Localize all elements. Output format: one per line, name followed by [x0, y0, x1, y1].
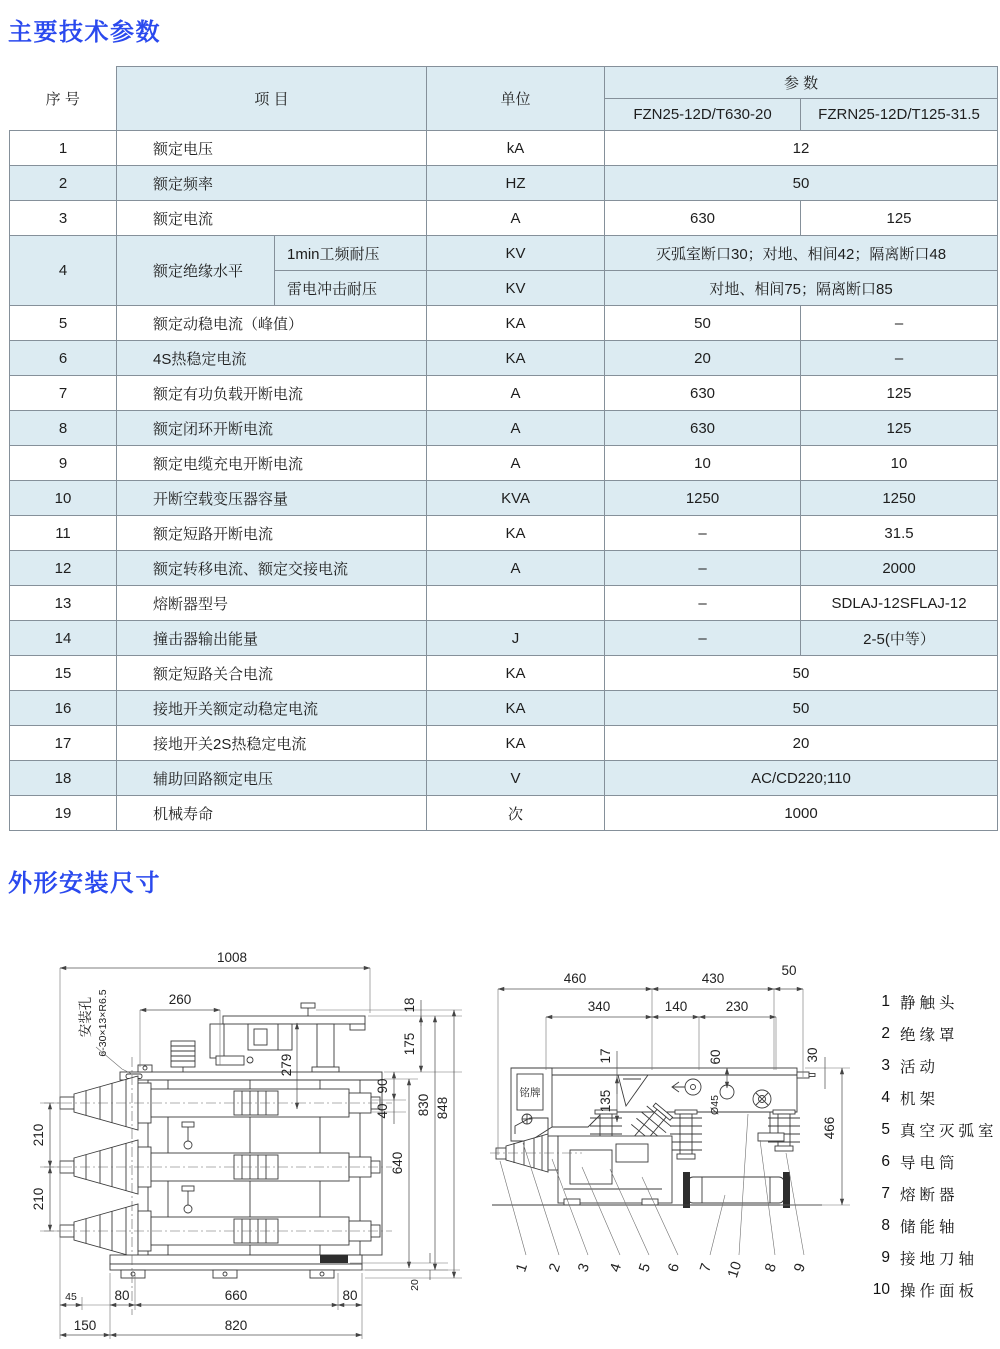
cell-no: 8	[10, 411, 117, 446]
cell-unit	[427, 586, 605, 621]
label-mount-hole: 安装孔	[78, 996, 93, 1038]
cell-value: 50	[605, 691, 998, 726]
cell-item: 额定绝缘水平	[117, 236, 275, 306]
dim-430: 430	[701, 971, 725, 986]
cell-item: 熔断器型号	[117, 586, 427, 621]
legend-label: 绝缘罩	[900, 1027, 959, 1044]
cell-value-1: –	[605, 551, 801, 586]
cell-value-2: 125	[801, 411, 998, 446]
cell-no: 6	[10, 341, 117, 376]
cell-value-1: –	[605, 586, 801, 621]
legend-number: 7	[881, 1185, 890, 1202]
legend-label: 机架	[900, 1091, 940, 1108]
cell-unit: J	[427, 621, 605, 656]
cell-value: 20	[605, 726, 998, 761]
cell-value-2: –	[801, 306, 998, 341]
cell-value-1: –	[605, 621, 801, 656]
callout-7: 7	[697, 1261, 716, 1275]
cell-no: 15	[10, 656, 117, 691]
cell-no: 10	[10, 481, 117, 516]
dim-340: 340	[587, 999, 611, 1014]
table-row	[10, 131, 998, 166]
cell-unit: KV	[427, 236, 605, 271]
dim-80b: 80	[342, 1288, 358, 1303]
callout-8: 8	[762, 1261, 781, 1275]
dim-660: 660	[224, 1288, 248, 1303]
dim-230: 230	[725, 999, 749, 1014]
cell-value: 对地、相间75；隔离断口85	[605, 271, 998, 306]
col-header-item: 项 目	[117, 67, 427, 131]
legend-label: 静触头	[900, 995, 959, 1012]
legend-item	[866, 1018, 998, 1050]
callout-6: 6	[665, 1261, 684, 1275]
front-view-drawing	[20, 905, 470, 1349]
legend-item	[866, 1242, 998, 1274]
dim-640: 640	[390, 1151, 405, 1175]
cell-value-2: 31.5	[801, 516, 998, 551]
cell-value-1: 50	[605, 306, 801, 341]
label-nameplate: 铭牌	[519, 1087, 541, 1099]
cell-value: 灭弧室断口30；对地、相间42；隔离断口48	[605, 236, 998, 271]
col-header-model2: FZRN25-12D/T125-31.5	[801, 99, 998, 131]
cell-unit: KV	[427, 271, 605, 306]
cell-no: 13	[10, 586, 117, 621]
table-row	[10, 621, 998, 656]
table-row	[10, 761, 998, 796]
cell-no: 1	[10, 131, 117, 166]
parts-legend	[866, 986, 998, 1306]
cell-value-1: 630	[605, 201, 801, 236]
legend-item	[866, 1146, 998, 1178]
dim-175: 175	[402, 1032, 417, 1056]
legend-label: 真空灭弧室	[900, 1123, 998, 1140]
dim-30: 30	[805, 1047, 820, 1063]
cell-unit: KVA	[427, 481, 605, 516]
dim-1008: 1008	[216, 950, 248, 965]
cell-unit: KA	[427, 341, 605, 376]
dim-210a: 210	[31, 1123, 46, 1147]
cell-value-2: SDLAJ-12SFLAJ-12	[801, 586, 998, 621]
cell-item: 额定转移电流、额定交接电流	[117, 551, 427, 586]
dim-210b: 210	[31, 1187, 46, 1211]
cell-value-2: 125	[801, 201, 998, 236]
table-row	[10, 796, 998, 831]
callout-5: 5	[636, 1261, 655, 1275]
cell-unit: kA	[427, 131, 605, 166]
callout-9: 9	[791, 1261, 810, 1275]
legend-number: 10	[872, 1281, 890, 1298]
cell-item: 额定闭环开断电流	[117, 411, 427, 446]
dim-17: 17	[598, 1048, 613, 1064]
cell-value: 12	[605, 131, 998, 166]
cell-no: 16	[10, 691, 117, 726]
cell-subitem: 雷电冲击耐压	[275, 271, 427, 306]
cell-no: 9	[10, 446, 117, 481]
cell-unit: A	[427, 376, 605, 411]
legend-item	[866, 1210, 998, 1242]
legend-number: 4	[881, 1089, 890, 1106]
col-header-param: 参 数	[605, 67, 998, 99]
col-header-no: 序 号	[10, 67, 117, 131]
cell-unit: HZ	[427, 166, 605, 201]
callout-4: 4	[607, 1261, 626, 1275]
dim-830: 830	[416, 1093, 431, 1117]
cell-value: 50	[605, 166, 998, 201]
cell-value-1: 630	[605, 411, 801, 446]
cell-unit: KA	[427, 656, 605, 691]
cell-item: 额定电压	[117, 131, 427, 166]
cell-item: 4S热稳定电流	[117, 341, 427, 376]
cell-item: 撞击器输出能量	[117, 621, 427, 656]
legend-item	[866, 1114, 998, 1146]
legend-number: 8	[881, 1217, 890, 1234]
dim-90: 90	[375, 1078, 390, 1094]
cell-value: 50	[605, 656, 998, 691]
cell-unit: A	[427, 201, 605, 236]
front-view-dimensions	[31, 950, 462, 1339]
table-row	[10, 376, 998, 411]
dim-20: 20	[409, 1279, 421, 1291]
table-row	[10, 306, 998, 341]
legend-label: 活动	[900, 1059, 940, 1076]
cell-no: 4	[10, 236, 117, 306]
table-row	[10, 551, 998, 586]
cell-value-1: 10	[605, 446, 801, 481]
section-title-dimensions: 外形安装尺寸	[8, 870, 161, 897]
legend-number: 5	[881, 1121, 890, 1138]
legend-label: 操作面板	[900, 1283, 979, 1300]
cell-item: 额定动稳电流（峰值）	[117, 306, 427, 341]
cell-value-1: –	[605, 516, 801, 551]
cell-unit: KA	[427, 726, 605, 761]
dim-45: 45	[65, 1291, 77, 1303]
table-row	[10, 516, 998, 551]
legend-item	[866, 1274, 998, 1306]
cell-subitem: 1min工频耐压	[275, 236, 427, 271]
cell-value-1: 1250	[605, 481, 801, 516]
dim-140: 140	[664, 999, 688, 1014]
cell-no: 3	[10, 201, 117, 236]
cell-value-2: 2-5(中等）	[801, 621, 998, 656]
cell-value: AC/CD220;110	[605, 761, 998, 796]
label-mount-spec: 6-30×13×R6.5	[97, 989, 109, 1057]
cell-unit: KA	[427, 691, 605, 726]
cell-item: 额定电流	[117, 201, 427, 236]
cell-no: 14	[10, 621, 117, 656]
dim-279: 279	[279, 1053, 294, 1077]
table-row	[10, 586, 998, 621]
cell-item: 开断空载变压器容量	[117, 481, 427, 516]
cell-value-2: 125	[801, 376, 998, 411]
table-row	[10, 726, 998, 761]
cell-no: 7	[10, 376, 117, 411]
cell-unit: V	[427, 761, 605, 796]
cell-item: 额定频率	[117, 166, 427, 201]
table-row	[10, 481, 998, 516]
table-row	[10, 236, 998, 271]
legend-number: 2	[881, 1025, 890, 1042]
dim-80a: 80	[114, 1288, 130, 1303]
switch-side-outline	[490, 1068, 822, 1208]
table-row	[10, 656, 998, 691]
dim-460: 460	[563, 971, 587, 986]
cell-no: 12	[10, 551, 117, 586]
dim-135: 135	[598, 1089, 613, 1113]
cell-no: 2	[10, 166, 117, 201]
cell-item: 接地开关额定动稳定电流	[117, 691, 427, 726]
cell-value-1: 630	[605, 376, 801, 411]
parameters-table	[9, 66, 998, 831]
table-row	[10, 691, 998, 726]
dim-260: 260	[168, 992, 192, 1007]
legend-item	[866, 1082, 998, 1114]
dim-466: 466	[822, 1116, 837, 1140]
side-view-drawing	[490, 905, 860, 1349]
legend-label: 熔断器	[900, 1187, 959, 1204]
cell-value-1: 20	[605, 341, 801, 376]
cell-value: 1000	[605, 796, 998, 831]
col-header-model1: FZN25-12D/T630-20	[605, 99, 801, 131]
cell-item: 额定短路开断电流	[117, 516, 427, 551]
cell-no: 18	[10, 761, 117, 796]
cell-value-2: 1250	[801, 481, 998, 516]
cell-unit: A	[427, 411, 605, 446]
dim-820: 820	[224, 1318, 248, 1333]
dim-150: 150	[73, 1318, 97, 1333]
table-row	[10, 341, 998, 376]
table-row	[10, 446, 998, 481]
cell-item: 额定短路关合电流	[117, 656, 427, 691]
cell-no: 11	[10, 516, 117, 551]
cell-value-2: –	[801, 341, 998, 376]
cell-no: 19	[10, 796, 117, 831]
section-title-parameters: 主要技术参数	[8, 19, 161, 46]
col-header-unit: 单位	[427, 67, 605, 131]
cell-unit: A	[427, 551, 605, 586]
callout-2: 2	[546, 1261, 565, 1275]
legend-label: 储能轴	[900, 1219, 959, 1236]
dim-50: 50	[781, 963, 797, 978]
cell-unit: KA	[427, 306, 605, 341]
callout-10: 10	[725, 1259, 746, 1280]
legend-number: 1	[881, 993, 890, 1010]
cell-no: 5	[10, 306, 117, 341]
table-row	[10, 201, 998, 236]
table-row	[10, 411, 998, 446]
legend-number: 6	[881, 1153, 890, 1170]
cell-item: 额定电缆充电开断电流	[117, 446, 427, 481]
dim-dia45: Ø45	[709, 1095, 721, 1115]
callout-3: 3	[575, 1261, 594, 1275]
cell-item: 接地开关2S热稳定电流	[117, 726, 427, 761]
legend-label: 接地刀轴	[900, 1251, 979, 1268]
dim-848: 848	[435, 1096, 450, 1120]
legend-number: 9	[881, 1249, 890, 1266]
cell-item: 额定有功负载开断电流	[117, 376, 427, 411]
cell-unit: 次	[427, 796, 605, 831]
cell-value-2: 2000	[801, 551, 998, 586]
insulator-stack	[670, 1110, 702, 1159]
legend-item	[866, 986, 998, 1018]
callout-1: 1	[513, 1261, 532, 1275]
cell-no: 17	[10, 726, 117, 761]
cell-item: 辅助回路额定电压	[117, 761, 427, 796]
cell-unit: KA	[427, 516, 605, 551]
dim-60: 60	[708, 1049, 723, 1065]
legend-item	[866, 1178, 998, 1210]
table-header-row	[10, 67, 998, 99]
table-row	[10, 166, 998, 201]
insulator-stack	[768, 1110, 800, 1151]
legend-number: 3	[881, 1057, 890, 1074]
cell-item: 机械寿命	[117, 796, 427, 831]
dim-40: 40	[375, 1103, 390, 1119]
cell-value-2: 10	[801, 446, 998, 481]
cell-unit: A	[427, 446, 605, 481]
legend-label: 导电筒	[900, 1155, 959, 1172]
dim-18: 18	[402, 997, 417, 1013]
legend-item	[866, 1050, 998, 1082]
